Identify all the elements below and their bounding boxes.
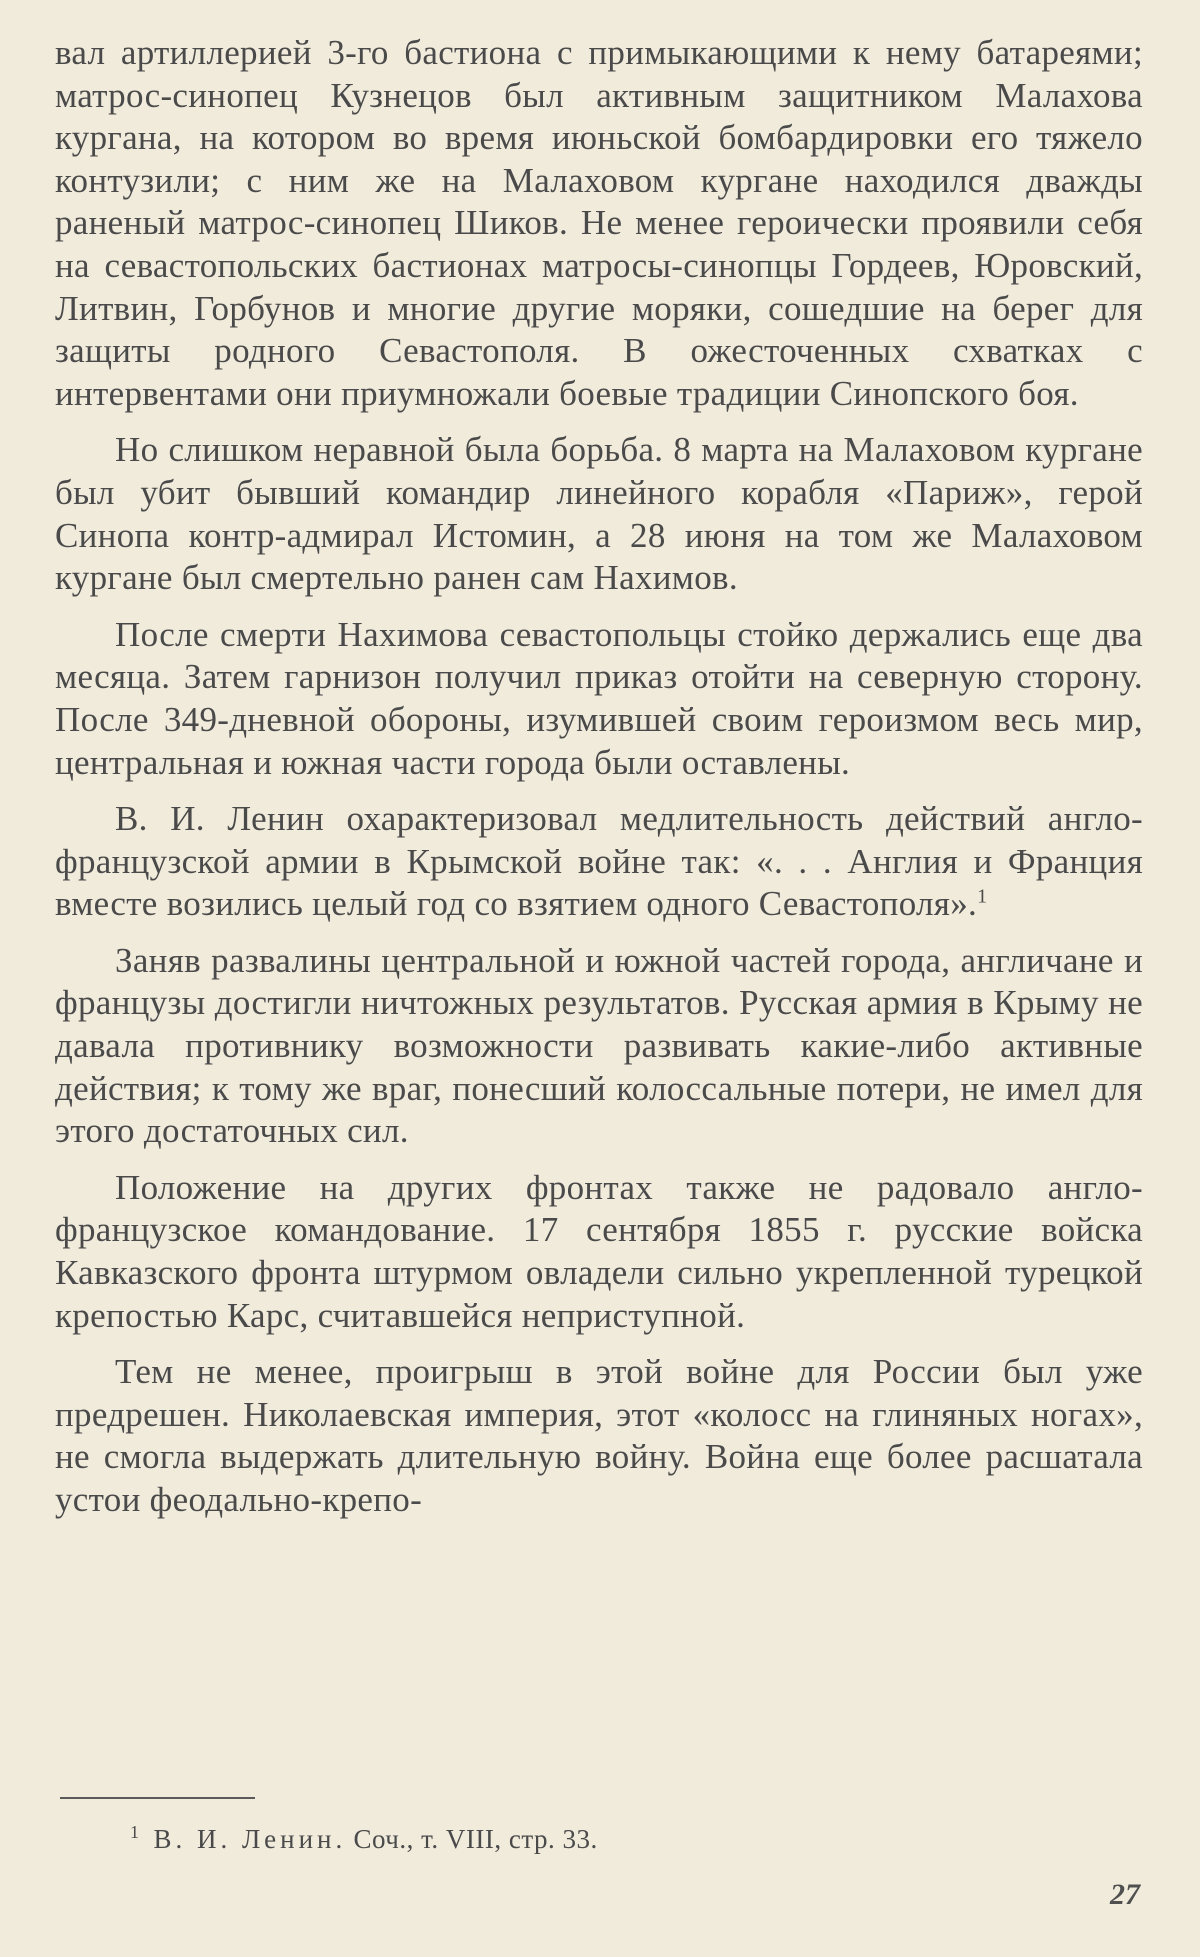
paragraph-6: Положение на других фронтах также не радовало англо-французское командование. 17 сентября 1855 г. русские войска Кавказского фронта штурмом овладели сильно укрепленной турецкой крепостью Карс, считавшейся неприступной. xyxy=(55,1167,1143,1335)
paragraph-5: Заняв развалины центральной и южной частей города, англичане и французы достигли ничтожных результатов. Русская армия в Крыму не давала противнику возможности развивать какие-либо активные действия; к тому же враг, понесший колоссальные потери, не имел для этого достаточных сил. xyxy=(55,940,1143,1151)
footnote-source: Соч., т. VIII, стр. 33. xyxy=(353,1824,598,1854)
footnote-author: В. И. Ленин. xyxy=(153,1824,347,1854)
footnote-divider xyxy=(60,1797,255,1799)
paragraph-4 xyxy=(55,798,1143,926)
footnote-reference: 1 xyxy=(977,885,988,908)
footnote-mark: 1 xyxy=(130,1822,140,1842)
page-number: 27 xyxy=(1110,1878,1140,1911)
body-text xyxy=(55,32,1143,1536)
paragraph-4-text: В. И. Ленин охарактеризовал медлительность действий англо-французской армии в Крымской войне так: «. . . Англия и Франция вместе возились целый год со взятием одного Севастополя». xyxy=(55,799,1143,924)
footnote xyxy=(130,1815,598,1856)
paragraph-2: Но слишком неравной была борьба. 8 марта на Малаховом кургане был убит бывший командир линейного корабля «Париж», герой Синопа контр-адмирал Истомин, а 28 июня на том же Малаховом кургане был смертельно ранен сам Нахимов. xyxy=(55,430,1143,598)
paragraph-3: После смерти Нахимова севастопольцы стойко держались еще два месяца. Затем гарнизон получил приказ отойти на северную сторону. После 349-дневной обороны, изумившей своим героизмом весь мир, центральная и южная части города были оставлены. xyxy=(55,614,1143,782)
paragraph-1: вал артиллерией 3-го бастиона с примыкающими к нему батареями; матрос-синопец Кузнецов был активным защитником Малахова кургана, на котором во время июньской бомбардировки его тяжело контузили; с ним же на Малаховом кургане находился дважды раненый матрос-синопец Шиков. Не менее героически проявили себя на севастопольских бастионах матросы-синопцы Гордеев, Юровский, Литвин, Горбунов и многие другие моряки, сошедшие на берег для защиты родного Севастополя. В ожесточенных схватках с интервентами они приумножали боевые традиции Синопского боя. xyxy=(55,33,1143,413)
paragraph-7: Тем не менее, проигрыш в этой войне для России был уже предрешен. Николаевская империя, этот «колосс на глиняных ногах», не смогла выдержать длительную войну. Война еще более расшатала устои феодально-крепо- xyxy=(55,1352,1143,1519)
